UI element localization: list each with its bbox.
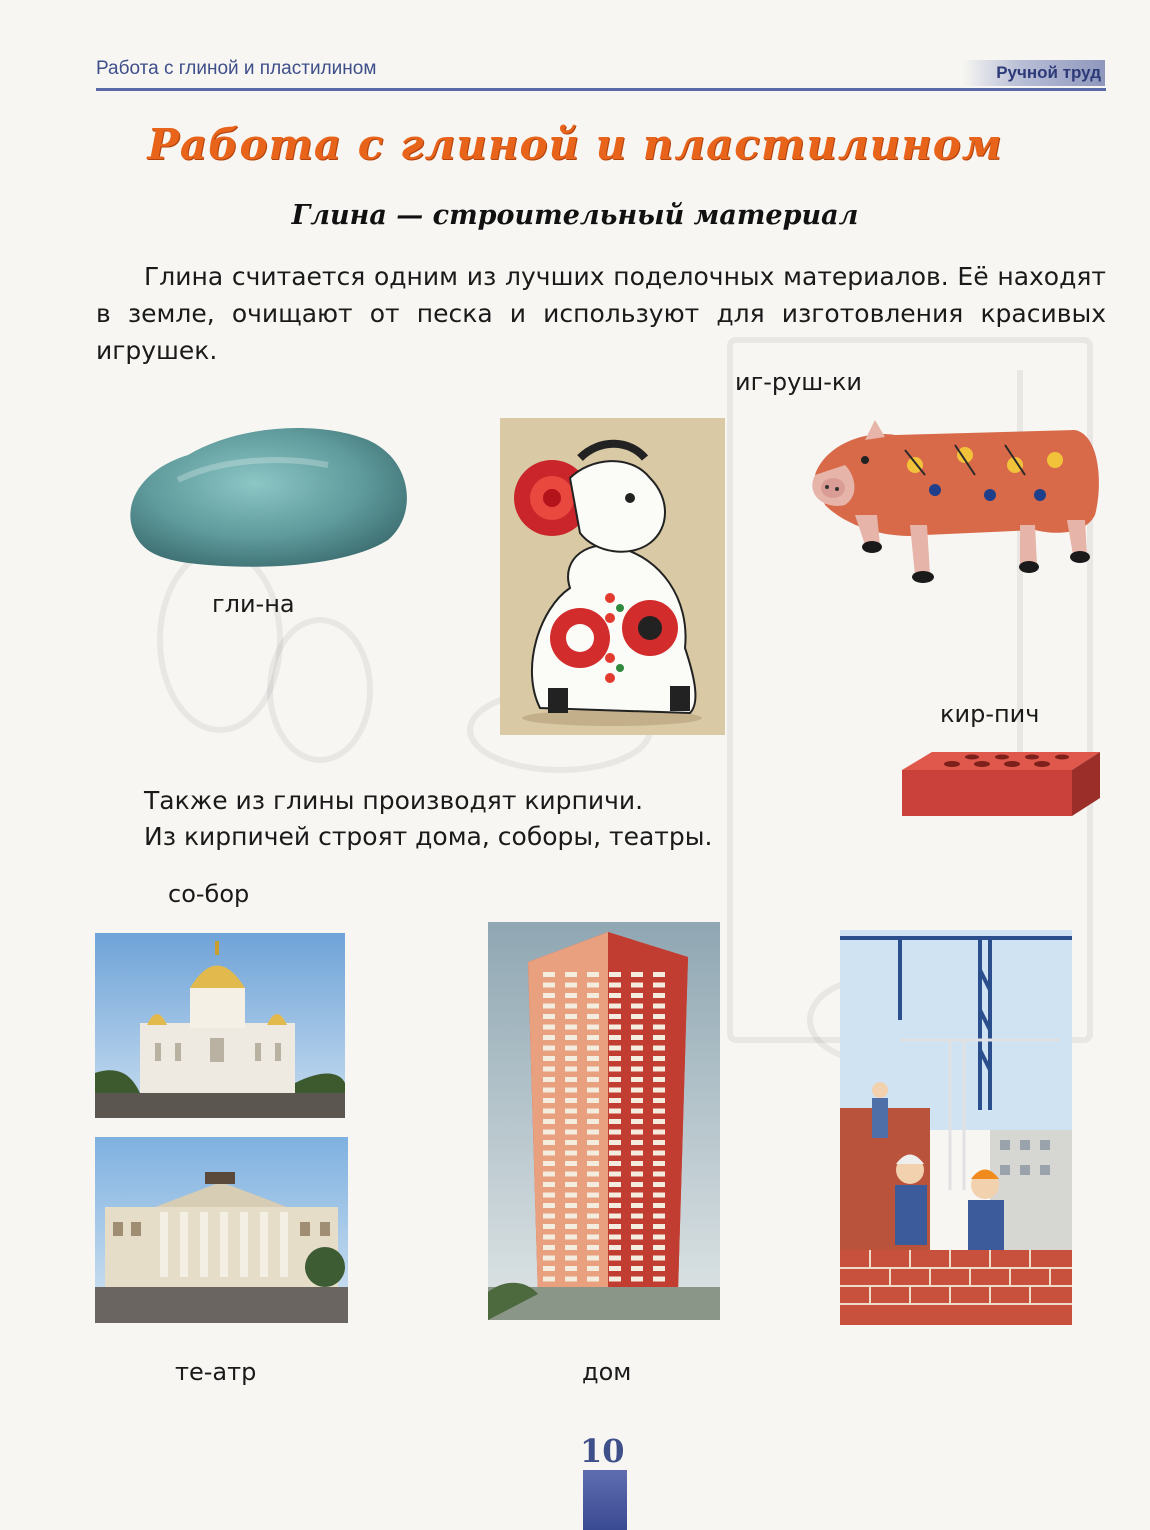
tower-window <box>543 993 555 998</box>
tower-window <box>565 1056 577 1061</box>
tower-window <box>543 1235 555 1240</box>
tower-window <box>653 1256 665 1261</box>
tower-window <box>653 1056 665 1061</box>
tower-window <box>653 1224 665 1229</box>
tower-window <box>631 1046 643 1051</box>
running-header-right: Ручной труд <box>962 60 1105 86</box>
tower-window <box>543 1004 555 1009</box>
tower-window <box>587 1130 599 1135</box>
intro-text: Глина считается одним из лучших поделочных материалов. Её находят в земле, очищают от песка и используют для изготовления красивых игрушек. <box>96 262 1106 365</box>
tower-window <box>631 1235 643 1240</box>
tower-window <box>631 1203 643 1208</box>
tower-window <box>587 983 599 988</box>
tower-window <box>609 1151 621 1156</box>
tower-window <box>631 1224 643 1229</box>
tower-window <box>565 1130 577 1135</box>
tower-window <box>631 1245 643 1250</box>
tower-window <box>609 1214 621 1219</box>
running-header-left: Работа с глиной и пластилином <box>96 58 377 79</box>
apartment-building-photo <box>488 922 720 1320</box>
tower-window <box>609 1224 621 1229</box>
section-subtitle: Глина — строительный материал <box>291 200 859 231</box>
tower-window <box>609 1014 621 1019</box>
tower-window <box>543 1151 555 1156</box>
tower-window <box>587 1182 599 1187</box>
tower-window <box>653 1025 665 1030</box>
tower-window <box>543 1067 555 1072</box>
label-clay: гли-на <box>212 590 295 618</box>
tower-window <box>609 1172 621 1177</box>
label-cathedral: со-бор <box>168 880 250 908</box>
label-toys: иг-руш-ки <box>735 368 863 396</box>
tower-window <box>565 1025 577 1030</box>
tower-window <box>587 972 599 977</box>
tower-window <box>653 983 665 988</box>
tower-window <box>653 1067 665 1072</box>
tower-window <box>609 1277 621 1282</box>
tower-window <box>609 1245 621 1250</box>
tower-window <box>565 1182 577 1187</box>
tower-window <box>565 1119 577 1124</box>
tower-window <box>631 1277 643 1282</box>
tower-window <box>587 1014 599 1019</box>
tower-window <box>631 1266 643 1271</box>
tower-window <box>653 1203 665 1208</box>
tower-window <box>631 972 643 977</box>
tower-window <box>631 1172 643 1177</box>
tower-window <box>543 1077 555 1082</box>
tower-window <box>565 1214 577 1219</box>
tower-window <box>587 1224 599 1229</box>
tower-window <box>543 1109 555 1114</box>
clay-lump-image <box>118 420 413 570</box>
tower-window <box>653 1004 665 1009</box>
tower-window <box>543 972 555 977</box>
tower-window <box>587 1098 599 1103</box>
tower-window <box>543 1193 555 1198</box>
tower-window <box>609 1119 621 1124</box>
tower-window <box>543 1277 555 1282</box>
label-house: дом <box>582 1358 632 1386</box>
tower-window <box>631 1193 643 1198</box>
tower-window <box>587 1256 599 1261</box>
tower-window <box>631 1098 643 1103</box>
tower-window <box>653 1098 665 1103</box>
tower-window <box>587 1035 599 1040</box>
tower-window <box>653 1151 665 1156</box>
tower-window <box>587 1193 599 1198</box>
tower-window <box>543 1182 555 1187</box>
tower-window <box>543 1203 555 1208</box>
tower-window <box>609 1256 621 1261</box>
label-brick: кир-пич <box>940 700 1040 728</box>
tower-window <box>609 1235 621 1240</box>
tower-window <box>631 1025 643 1030</box>
header-rule <box>96 88 1106 91</box>
tower-window <box>587 1245 599 1250</box>
tower-window <box>653 1014 665 1019</box>
tower-window <box>565 1088 577 1093</box>
tower-window <box>587 1046 599 1051</box>
tower-window <box>609 1046 621 1051</box>
tower-window <box>631 983 643 988</box>
tower-window <box>653 1235 665 1240</box>
tower-window <box>653 1214 665 1219</box>
tower-window <box>565 983 577 988</box>
tower-window <box>543 1214 555 1219</box>
label-theatre: те-атр <box>175 1358 257 1386</box>
intro-paragraph <box>96 258 1106 369</box>
tower-window <box>565 1256 577 1261</box>
tower-window <box>587 1161 599 1166</box>
tower-window <box>631 1130 643 1135</box>
tower-window <box>653 1046 665 1051</box>
tower-window <box>565 1077 577 1082</box>
tower-window <box>587 1266 599 1271</box>
tower-window <box>631 1056 643 1061</box>
tower-window <box>565 1140 577 1145</box>
tower-window <box>653 1077 665 1082</box>
tower-window <box>609 972 621 977</box>
tower-window <box>631 1004 643 1009</box>
tower-window <box>587 1203 599 1208</box>
tower-window <box>631 1182 643 1187</box>
theatre-photo <box>95 1137 348 1323</box>
tower-window <box>653 1088 665 1093</box>
page-number-tab <box>583 1470 627 1530</box>
tower-window <box>565 1235 577 1240</box>
tower-window <box>543 1130 555 1135</box>
tower-window <box>543 1046 555 1051</box>
page-number: 10 <box>580 1432 625 1470</box>
tower-window <box>543 1014 555 1019</box>
tower-window <box>565 1046 577 1051</box>
tower-window <box>609 1182 621 1187</box>
tower-window <box>543 1119 555 1124</box>
tower-window <box>587 1004 599 1009</box>
tower-window <box>609 1025 621 1030</box>
tower-window <box>653 1130 665 1135</box>
tower-window <box>543 1035 555 1040</box>
tower-window <box>543 1088 555 1093</box>
tower-window <box>543 1056 555 1061</box>
tower-window <box>565 1098 577 1103</box>
tower-window <box>609 1067 621 1072</box>
tower-window <box>631 1077 643 1082</box>
tower-window <box>565 1224 577 1229</box>
tower-window <box>631 1088 643 1093</box>
page-title: Работа с глиной и пластилином <box>147 120 1003 169</box>
tower-window <box>565 1193 577 1198</box>
tower-window <box>543 1266 555 1271</box>
tower-window <box>587 1077 599 1082</box>
tower-window <box>543 1098 555 1103</box>
dymkovo-ram-toy-image <box>500 418 725 735</box>
tower-window <box>543 1256 555 1261</box>
tower-window <box>565 972 577 977</box>
tower-window <box>609 1077 621 1082</box>
tower-window <box>565 1203 577 1208</box>
tower-window <box>587 1088 599 1093</box>
tower-window <box>609 1161 621 1166</box>
tower-window <box>587 1109 599 1114</box>
tower-window <box>631 1161 643 1166</box>
tower-window <box>587 1140 599 1145</box>
tower-window <box>587 1056 599 1061</box>
tower-window <box>653 1119 665 1124</box>
tower-window <box>543 1245 555 1250</box>
tower-window <box>587 993 599 998</box>
tower-window <box>609 1266 621 1271</box>
tower-window <box>587 1119 599 1124</box>
tower-window <box>609 1193 621 1198</box>
tower-window <box>587 1277 599 1282</box>
tower-window <box>653 1245 665 1250</box>
tower-window <box>631 1119 643 1124</box>
tower-window <box>653 1109 665 1114</box>
construction-workers-illustration <box>840 930 1072 1325</box>
tower-window <box>565 1014 577 1019</box>
tower-window <box>565 993 577 998</box>
tower-window <box>609 1203 621 1208</box>
tower-window <box>587 1025 599 1030</box>
tower-window <box>653 1193 665 1198</box>
tower-window <box>565 1277 577 1282</box>
tower-window <box>631 1256 643 1261</box>
tower-window <box>631 1151 643 1156</box>
tower-window <box>653 1172 665 1177</box>
tower-window <box>653 1182 665 1187</box>
tower-window <box>543 983 555 988</box>
tower-window <box>565 1245 577 1250</box>
text-line-buildings: Из кирпичей строят дома, соборы, театры. <box>144 822 713 851</box>
tower-window <box>565 1067 577 1072</box>
tower-window <box>609 1056 621 1061</box>
tower-window <box>587 1151 599 1156</box>
tower-window <box>565 1109 577 1114</box>
tower-window <box>587 1214 599 1219</box>
tower-window <box>565 1035 577 1040</box>
tower-window <box>653 1140 665 1145</box>
tower-window <box>609 1035 621 1040</box>
tower-window <box>543 1172 555 1177</box>
tower-window <box>631 1109 643 1114</box>
tower-window <box>609 1109 621 1114</box>
tower-window <box>565 1172 577 1177</box>
tower-window <box>565 1004 577 1009</box>
tower-window <box>543 1140 555 1145</box>
tower-window <box>631 1067 643 1072</box>
text-line-bricks: Также из глины производят кирпичи. <box>144 786 644 815</box>
tower-window <box>565 1161 577 1166</box>
tower-window <box>543 1025 555 1030</box>
tower-window <box>609 983 621 988</box>
tower-window <box>653 1277 665 1282</box>
tower-window <box>631 1140 643 1145</box>
tower-window <box>587 1067 599 1072</box>
tower-window <box>587 1235 599 1240</box>
tower-window <box>543 1161 555 1166</box>
tower-window <box>543 1224 555 1229</box>
tower-window <box>653 972 665 977</box>
tower-window <box>565 1266 577 1271</box>
tower-window <box>653 1035 665 1040</box>
tower-window <box>653 1266 665 1271</box>
tower-window <box>631 1014 643 1019</box>
tower-window <box>565 1151 577 1156</box>
tower-window <box>609 993 621 998</box>
tower-window <box>653 1161 665 1166</box>
tower-window <box>587 1172 599 1177</box>
tower-window <box>631 1214 643 1219</box>
tower-window <box>609 1098 621 1103</box>
tower-window <box>609 1130 621 1135</box>
tower-window <box>631 993 643 998</box>
cathedral-photo <box>95 933 345 1118</box>
tower-window <box>609 1004 621 1009</box>
tower-window <box>609 1088 621 1093</box>
tower-window <box>609 1140 621 1145</box>
brick-image <box>902 752 1102 818</box>
tower-window <box>653 993 665 998</box>
painted-pig-toy-image <box>805 415 1105 585</box>
tower-window <box>631 1035 643 1040</box>
